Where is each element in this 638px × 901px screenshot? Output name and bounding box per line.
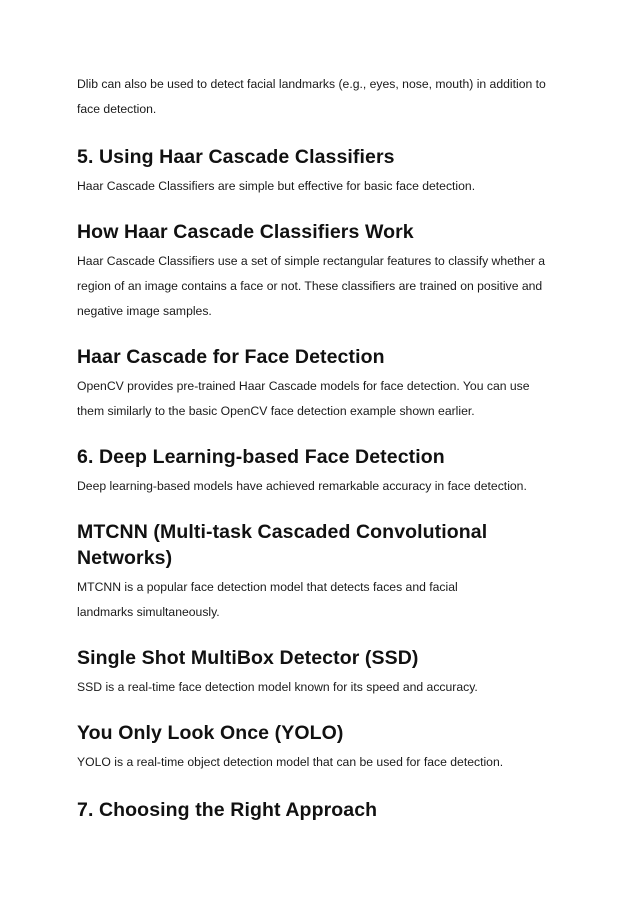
paragraph-mtcnn: MTCNN is a popular face detection model that detects faces and facial landmarks simultaneously. (77, 580, 458, 619)
heading-haar-face-detection: Haar Cascade for Face Detection (77, 346, 385, 368)
paragraph-ssd: SSD is a real-time face detection model known for its speed and accuracy. (77, 680, 478, 694)
paragraph-haar-intro: Haar Cascade Classifiers are simple but effective for basic face detection. (77, 179, 476, 193)
heading-section-5: 5. Using Haar Cascade Classifiers (77, 146, 395, 168)
paragraph-haar-works: Haar Cascade Classifiers use a set of simple rectangular features to classify whether a region of an image contains a face or not. These classifiers are trained on positive and negative image samples. (77, 254, 546, 318)
paragraph-yolo: YOLO is a real-time object detection model that can be used for face detection. (77, 755, 504, 769)
heading-section-7: 7. Choosing the Right Approach (77, 799, 378, 821)
document-page (77, 72, 577, 823)
paragraph-deep-learning-intro: Deep learning-based models have achieved remarkable accuracy in face detection. (77, 479, 527, 493)
heading-how-haar-works: How Haar Cascade Classifiers Work (77, 221, 414, 243)
heading-yolo: You Only Look Once (YOLO) (77, 722, 344, 744)
heading-ssd: Single Shot MultiBox Detector (SSD) (77, 647, 419, 669)
paragraph-dlib-landmarks: Dlib can also be used to detect facial landmarks (e.g., eyes, nose, mouth) in addition to face detection. (77, 77, 546, 116)
heading-mtcnn: MTCNN (Multi-task Cascaded Convolutional Networks) (77, 521, 488, 569)
paragraph-haar-opencv: OpenCV provides pre-trained Haar Cascade models for face detection. You can use them similarly to the basic OpenCV face detection example shown earlier. (77, 379, 530, 418)
heading-section-6: 6. Deep Learning-based Face Detection (77, 446, 445, 468)
